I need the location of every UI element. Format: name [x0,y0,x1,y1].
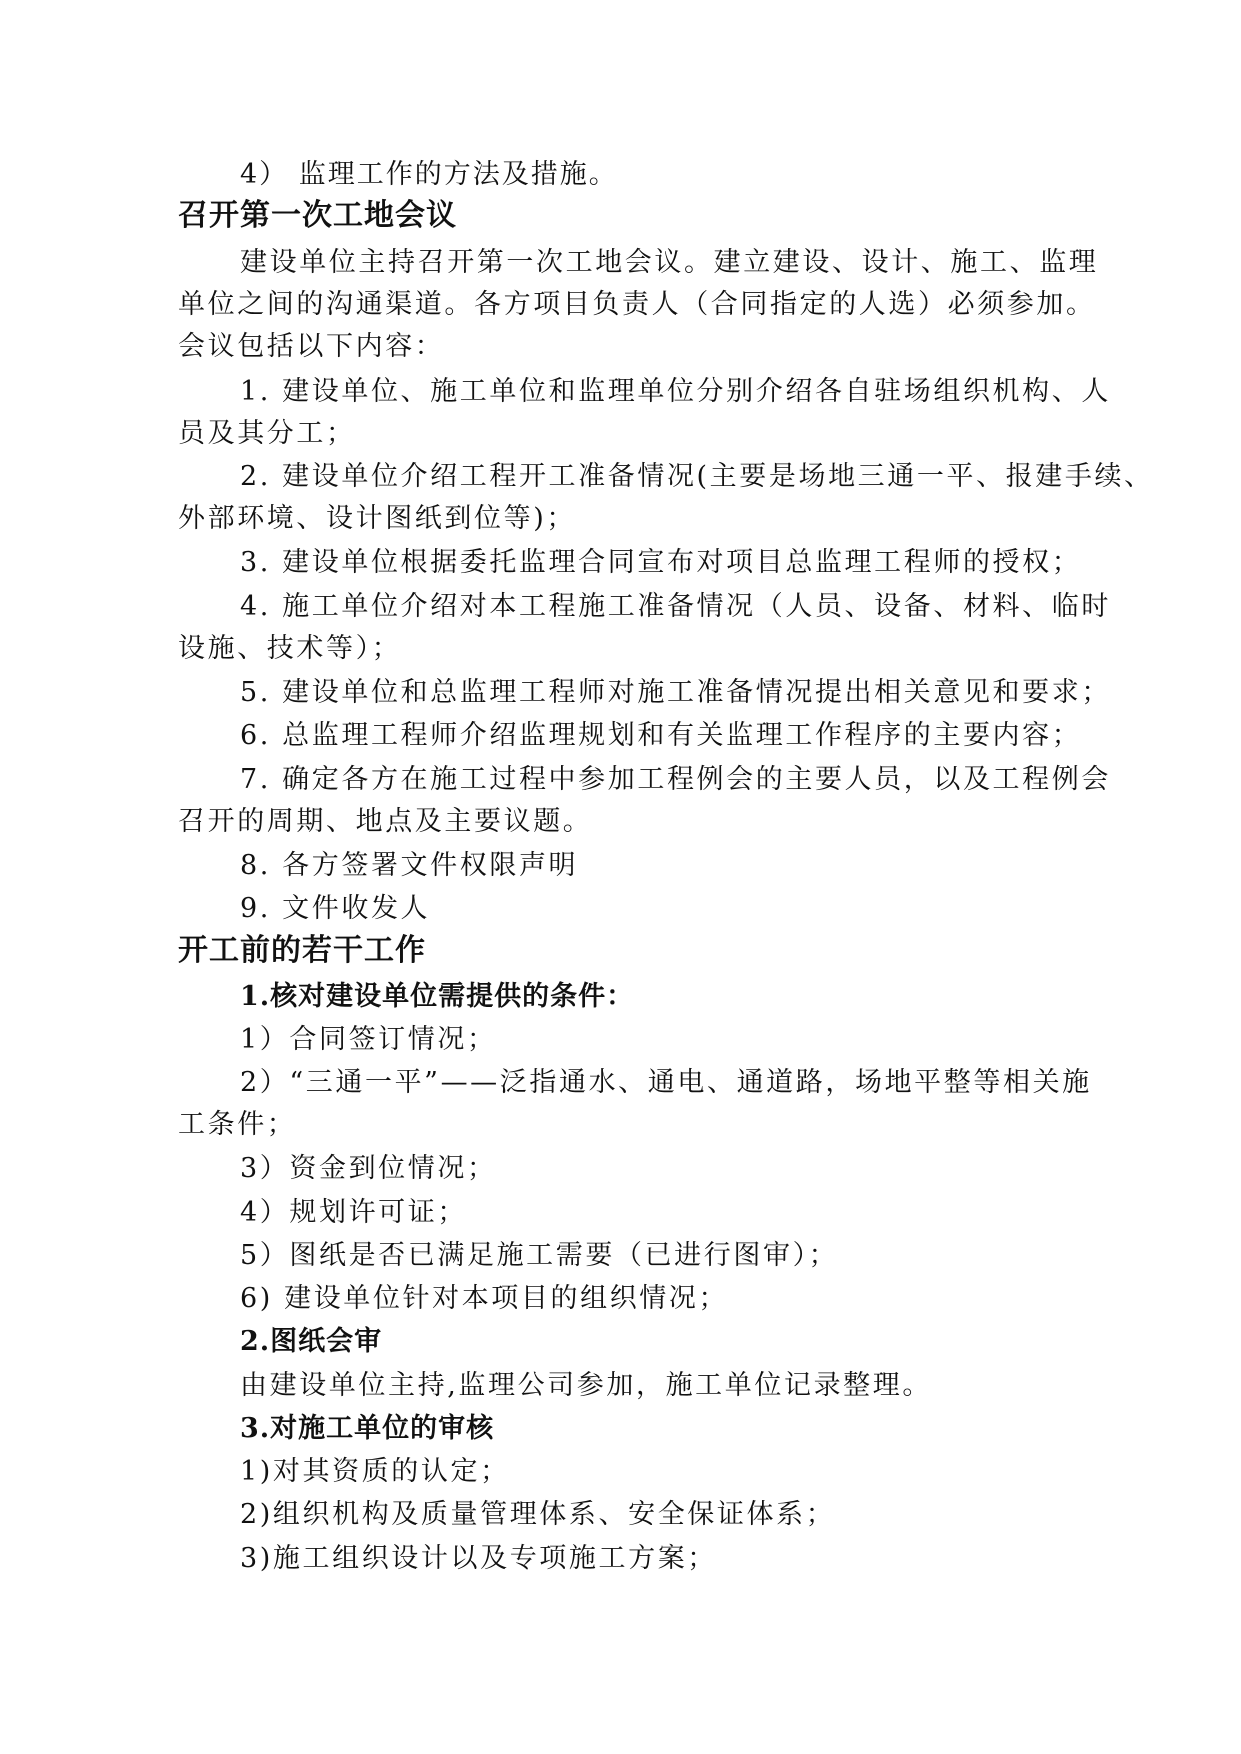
paragraph-line: 单位之间的沟通渠道。各方项目负责人（合同指定的人选）必须参加。 [178,289,1096,320]
list-item: 1)对其资质的认定； [240,1456,510,1487]
list-item: 2）“三通一平”——泛指通水、通电、通道路，场地平整等相关施 [240,1067,1092,1098]
list-item: 8. 各方签署文件权限声明 [240,850,579,881]
list-item: 员及其分工； [178,418,356,449]
subsection-heading: 2.图纸会审 [240,1326,383,1357]
list-item: 1）合同签订情况； [240,1024,497,1055]
list-item: 4. 施工单位介绍对本工程施工准备情况（人员、设备、材料、临时 [240,591,1111,622]
section-heading: 召开第一次工地会议 [178,198,457,233]
list-item: 3）资金到位情况； [240,1153,497,1184]
subsection-heading: 3.对施工单位的审核 [240,1413,495,1444]
list-item: 5）图纸是否已满足施工需要（已进行图审）； [240,1240,839,1271]
list-item: 4） 监理工作的方法及措施。 [240,159,618,190]
list-item: 召开的周期、地点及主要议题。 [178,806,593,837]
list-item: 6. 总监理工程师介绍监理规划和有关监理工作程序的主要内容； [240,720,1082,751]
list-item: 设施、技术等）； [178,633,402,664]
list-item: 4）规划许可证； [240,1197,467,1228]
list-item: 外部环境、设计图纸到位等)； [178,503,576,534]
paragraph-line: 会议包括以下内容： [178,331,445,362]
list-item: 1. 建设单位、施工单位和监理单位分别介绍各自驻场组织机构、人 [240,376,1111,407]
list-item: 3. 建设单位根据委托监理合同宣布对项目总监理工程师的授权； [240,547,1082,578]
subsection-heading: 1.核对建设单位需提供的条件： [240,981,635,1012]
paragraph-line: 由建设单位主持,监理公司参加，施工单位记录整理。 [240,1370,932,1401]
list-item: 工条件； [178,1109,297,1140]
paragraph-line: 建设单位主持召开第一次工地会议。建立建设、设计、施工、监理 [240,247,1099,278]
list-item: 9. 文件收发人 [240,893,431,924]
list-item: 5. 建设单位和总监理工程师对施工准备情况提出相关意见和要求； [240,677,1111,708]
list-item: 3)施工组织设计以及专项施工方案； [240,1543,717,1574]
section-heading: 开工前的若干工作 [178,933,426,968]
list-item: 2)组织机构及质量管理体系、安全保证体系； [240,1499,836,1530]
list-item: 7. 确定各方在施工过程中参加工程例会的主要人员，以及工程例会 [240,764,1111,795]
list-item: 2. 建设单位介绍工程开工准备情况(主要是场地三通一平、报建手续、 [240,461,1154,492]
list-item: 6) 建设单位针对本项目的组织情况； [240,1283,729,1314]
